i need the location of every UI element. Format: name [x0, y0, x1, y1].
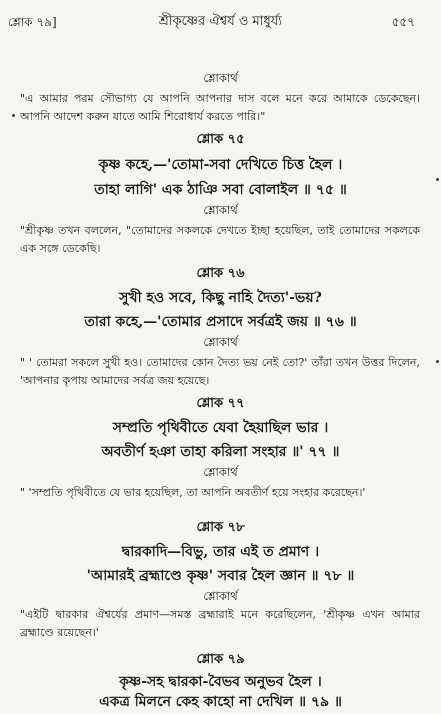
translation-paragraph: "এইটি দ্বারকার ঐশ্বর্যের প্রমাণ—সমস্ত ব্রহ্মারাই মনে করেছিলেন, 'শ্রীকৃষ্ণ এখন আমার ব্রহ্মাণ্ডে রয়েছেন।'	[20, 608, 420, 639]
verse-heading: শ্লোক ৭৭	[196, 396, 245, 411]
verse-heading: শ্লোক ৭৮	[196, 520, 245, 535]
running-header	[0, 10, 441, 32]
translation-heading: শ্লোকার্থ	[203, 589, 238, 603]
verse-heading: শ্লোক ৭৯	[196, 652, 245, 667]
header-title: শ্রীকৃষ্ণের ঐশ্বর্য ও মাধুর্য্য	[158, 14, 283, 29]
translation-heading: শ্লোকার্থ	[203, 203, 238, 217]
margin-speck	[436, 178, 439, 181]
verse-line: সম্প্রতি পৃথিবীতে যেবা হৈয়াছিল ভার ।	[112, 420, 329, 436]
margin-speck	[436, 360, 439, 363]
translation-paragraph: "এ আমার পরম সৌভাগ্য যে আপনি আপনার দাস বলে মনে করে আমাকে ডেকেছেন। আপনি আদেশ করুন যাতে আমি শিরোধার্য করতে পারি।"	[20, 92, 420, 123]
verse-line: 'আমারই ব্রহ্মাণ্ডে কৃষ্ণ' সবার হৈল জ্ঞান ॥ ৭৮ ॥	[86, 568, 355, 584]
margin-speck	[12, 114, 15, 117]
translation-paragraph: "শ্রীকৃষ্ণ তখন বললেন, "তোমাদের সকলকে দেখতে ইচ্ছা হয়েছিল, তাই তোমাদের সকলকে এক সঙ্গে ডেকেছি।	[20, 224, 420, 255]
translation-heading: শ্লোকার্থ	[203, 71, 238, 85]
verse-line: তাহা লাগি' এক ঠাঞি সবা বোলাইল ॥ ৭৫ ॥	[94, 182, 347, 198]
translation-heading: শ্লোকার্থ	[203, 335, 238, 349]
verse-heading: শ্লোক ৭৫	[196, 132, 245, 147]
page-number: ৫৫৭	[391, 15, 415, 29]
verse-line: একত্র মিলনে কেহ কাহো না দেখিল ॥ ৭৯ ॥	[99, 694, 342, 710]
verse-line: দ্বারকাদি—বিভু, তার এই ত প্রমাণ ।	[121, 544, 320, 560]
header-verse-ref: শ্লোক ৭৯]	[8, 15, 57, 29]
verse-line: তারা কহে,—'তোমার প্রসাদে সর্বত্রই জয় ॥ ৭৬ ॥	[84, 314, 357, 330]
verse-heading: শ্লোক ৭৬	[196, 266, 245, 281]
verse-line: কৃষ্ণ-সহ দ্বারকা-বৈভব অনুভব হৈল ।	[119, 674, 322, 690]
translation-paragraph: " 'সম্প্রতি পৃথিবীতে যে ভার হয়েছিল, তা আপনি অবতীর্ণ হয়ে সংহার করেছেন।'	[20, 486, 366, 499]
verse-line: অবতীর্ণ হঞা তাহা করিলা সংহার ॥' ৭৭ ॥	[101, 444, 340, 460]
translation-heading: শ্লোকার্থ	[203, 465, 238, 479]
translation-paragraph: " ' তোমরা সকলে সুখী হও। তোমাদের কোন দৈত্য ভয় নেই তো?' তাঁরা তখন উত্তর দিলেন, 'আপনার কৃপায় আমাদের সর্বত্র জয় হয়েছে।	[20, 356, 420, 387]
verse-line: কৃষ্ণ কহে,—'তোমা-সবা দেখিতে চিত্ত হৈল ।	[98, 157, 343, 173]
verse-line: সুখী হও সবে, কিছু নাহি দৈত্য'-ভয়?	[119, 290, 322, 306]
